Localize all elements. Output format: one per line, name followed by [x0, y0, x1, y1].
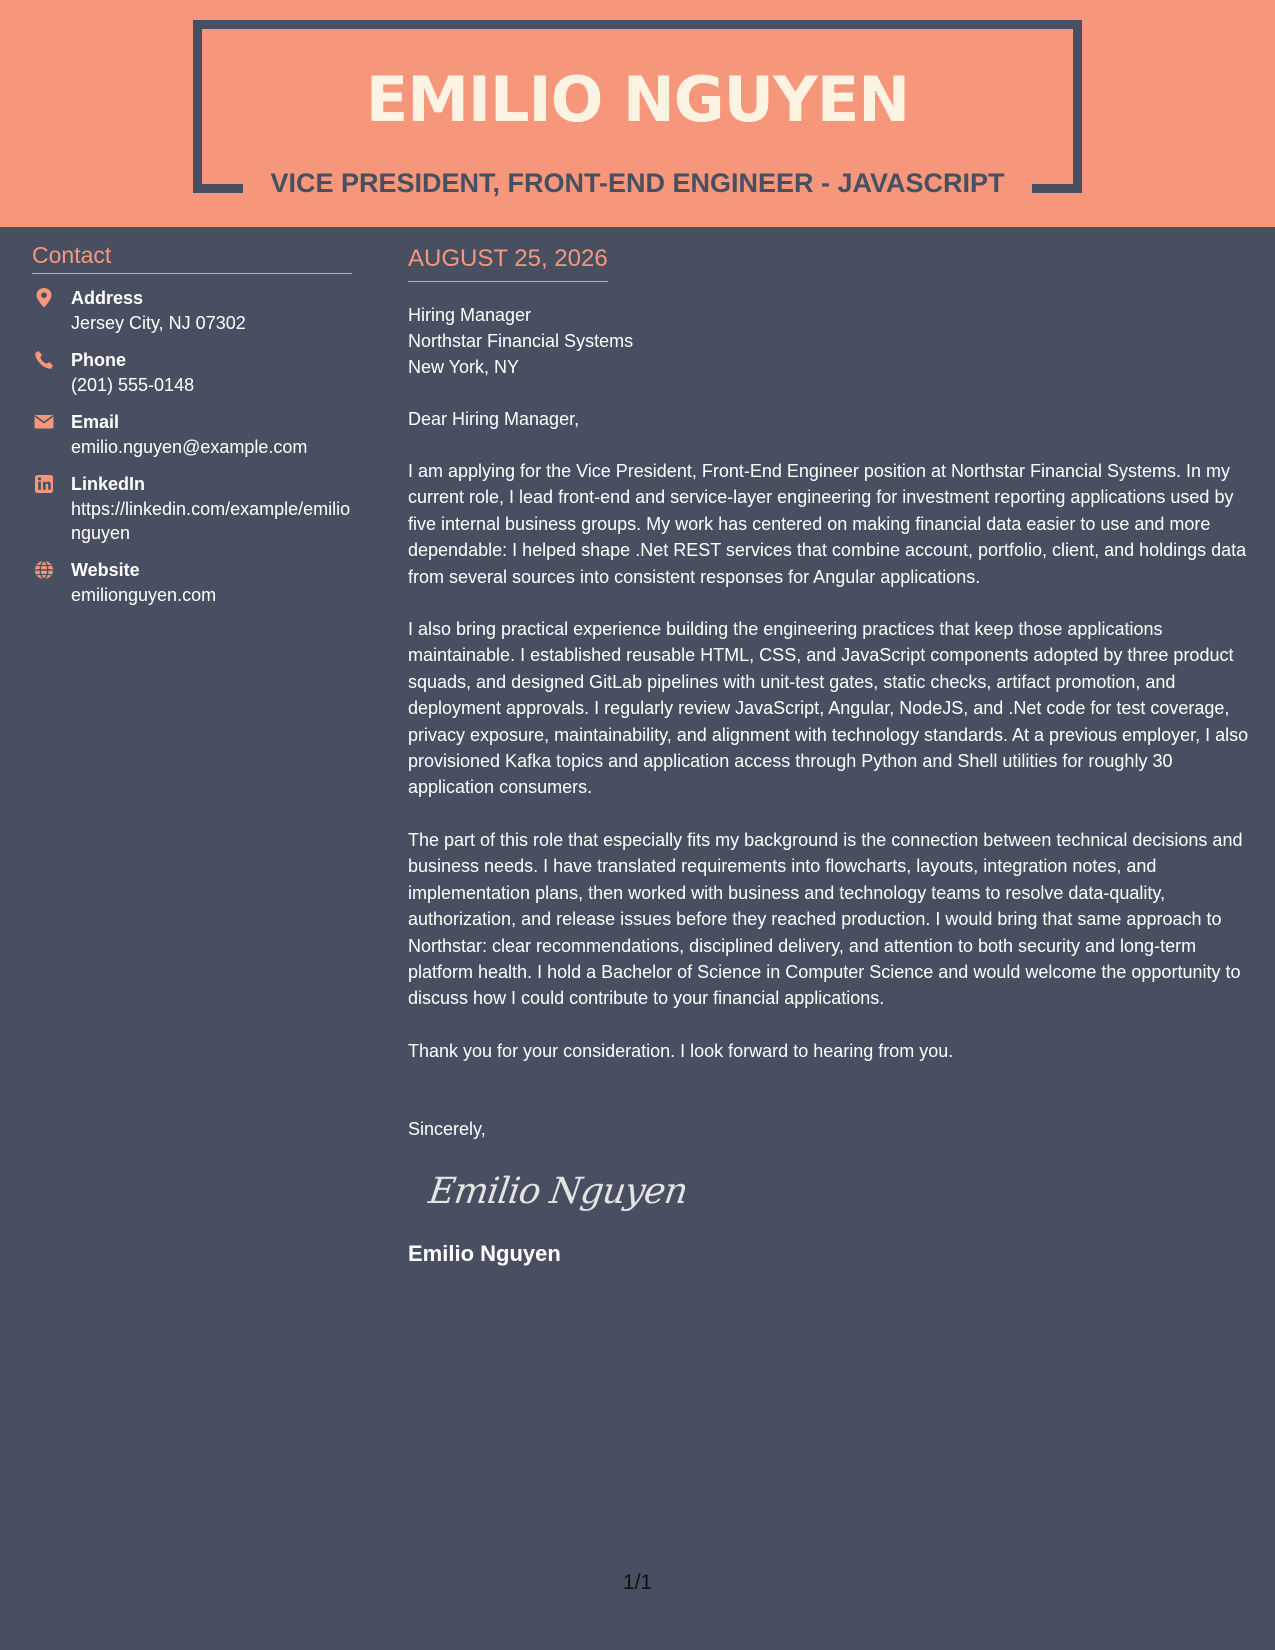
contact-value: emilio.nguyen@example.com [71, 437, 308, 457]
signature: Emilio Nguyen [426, 1171, 690, 1213]
contact-value[interactable]: https://linkedin.com/example/emilionguyen [71, 499, 351, 543]
contact-email [32, 410, 352, 459]
linkedin-icon [34, 473, 54, 495]
contact-label: Address [71, 288, 144, 308]
contact-label: LinkedIn [71, 474, 146, 494]
contact-linkedin [32, 472, 352, 545]
contact-phone [32, 348, 352, 397]
letter-date: AUGUST 25, 2026 [408, 244, 608, 282]
letter-body [408, 244, 1253, 1268]
contact-value[interactable]: emilionguyen.com [71, 585, 217, 605]
contact-label: Website [71, 560, 140, 580]
phone-icon [34, 349, 54, 371]
job-title: VICE PRESIDENT, FRONT-END ENGINEER - JAVASCRIPT [270, 168, 1005, 198]
contact-label: Email [71, 412, 120, 432]
paragraph-intro: I am applying for the Vice President, Front-End Engineer position at Northstar Financial Systems. In my current role, I lead front-end and service-layer engineering for investment reporting applications used by five internal business groups. My work has centered on making financial data easier to use and more dependable: I helped shape .Net REST services that combine account, portfolio, client, and holdings data from several sources into consistent responses for Angular applications. [408, 461, 1247, 587]
contact-address [32, 286, 352, 335]
paragraph-fit: The part of this role that especially fits my background is the connection between technical decisions and business needs. I have translated requirements into flowcharts, layouts, integration notes, and implementation plans, then worked with business and technology teams to resolve data-quality, authorization, and release issues before they reached production. I would bring that same approach to Northstar: clear recommendations, disciplined delivery, and attention to both security and long-term platform health. I hold a Bachelor of Science in Computer Science and would welcome the opportunity to discuss how I could contribute to your financial applications. [408, 829, 1243, 1009]
contact-value: Jersey City, NJ 07302 [71, 313, 246, 333]
signer-name: Emilio Nguyen [408, 1241, 561, 1267]
salutation: Dear Hiring Manager, [408, 409, 580, 429]
globe-icon [34, 559, 54, 581]
page-number: 1/1 [622, 1571, 653, 1594]
recipient-company: Northstar Financial Systems [408, 331, 634, 351]
recipient-name: Hiring Manager [408, 305, 532, 325]
paragraph-experience: I also bring practical experience building the engineering practices that keep those applications maintainable. I established reusable HTML, CSS, and JavaScript components adopted by three product squads, and designed GitLab pipelines with unit-test gates, static checks, artifact promotion, and deployment approvals. I regularly review JavaScript, Angular, NodeJS, and .Net code for test coverage, privacy exposure, maintainability, and alignment with technology standards. At a previous employer, I also provisioned Kafka topics and application access through Python and Shell utilities for roughly 30 application consumers. [408, 619, 1249, 798]
paragraph-thanks: Thank you for your consideration. I look forward to hearing from you. [408, 1040, 954, 1061]
candidate-name: EMILIO NGUYEN [365, 63, 910, 136]
contact-value: (201) 555-0148 [71, 375, 195, 395]
map-pin-icon [34, 287, 54, 309]
closing: Sincerely, [408, 1119, 486, 1140]
contact-heading: Contact [32, 240, 352, 274]
recipient-location: New York, NY [408, 357, 520, 377]
envelope-icon [34, 411, 54, 433]
recipient-block [408, 302, 1253, 380]
contact-label: Phone [71, 350, 127, 370]
contact-website [32, 558, 352, 607]
header-banner [0, 0, 1275, 227]
contact-sidebar [32, 240, 352, 620]
